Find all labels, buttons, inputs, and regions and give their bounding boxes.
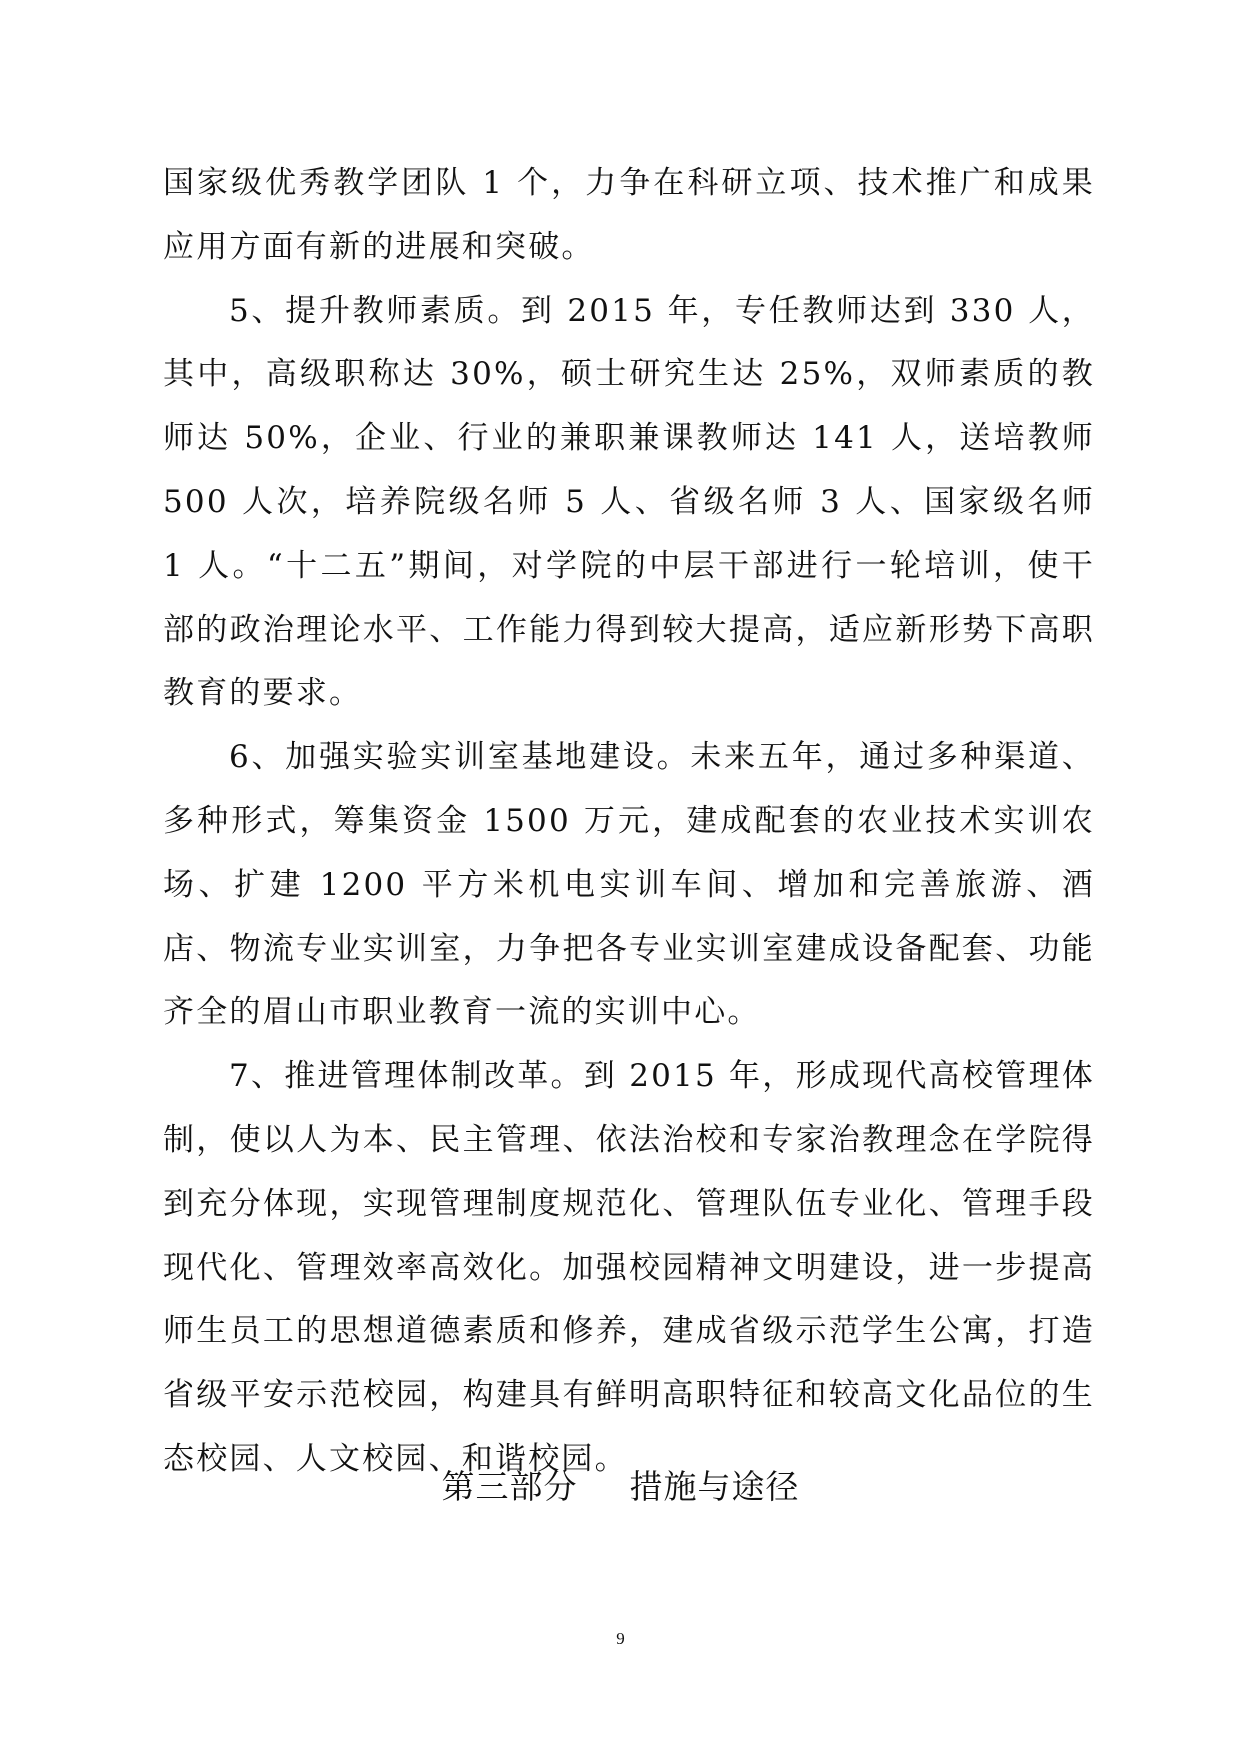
section-title-text: 措施与途径: [629, 1467, 800, 1506]
paragraph-management-reform: 7、推进管理体制改革。到 2015 年，形成现代高校管理体制，使以人为本、民主管理、依法治校和专家治教理念在学院得到充分体现，实现管理制度规范化、管理队伍专业化、管理手段现代化、管理效率高效化。加强校园精神文明建设，进一步提高师生员工的思想道德素质和修养，建成省级示范学生公寓，打造省级平安示范校园，构建具有鲜明高职特征和较高文化品位的生态校园、人文校园、和谐校园。: [163, 1058, 1095, 1477]
page-number: 9: [616, 1629, 625, 1648]
paragraph-training-base: 6、加强实验实训室基地建设。未来五年，通过多种渠道、多种形式，筹集资金 1500 万元，建成配套的农业技术实训农场、扩建 1200 平方米机电实训车间、增加和完善旅游、酒店、物流专业实训室，力争把各专业实训室建成设备配套、功能齐全的眉山市职业教育一流的实训中心。: [163, 739, 1095, 1031]
section-part-label: 第三部分: [441, 1467, 578, 1506]
section-heading: [0, 1465, 1241, 1509]
paragraph-teacher-quality: 5、提升教师素质。到 2015 年，专任教师达到 330 人，其中，高级职称达 30%，硕士研究生达 25%，双师素质的教师达 50%，企业、行业的兼职兼课教师达 141 人，送培教师 500 人次，培养院级名师 5 人、省级名师 3 人、国家级名师 1 人。“十二五”期间，对学院的中层干部进行一轮培训，使干部的政治理论水平、工作能力得到较大提高，适应新形势下高职教育的要求。: [163, 292, 1095, 712]
body-text: [163, 152, 1095, 1492]
paragraph-continuation: 国家级优秀教学团队 1 个，力争在科研立项、技术推广和成果应用方面有新的进展和突破。: [163, 165, 1095, 265]
